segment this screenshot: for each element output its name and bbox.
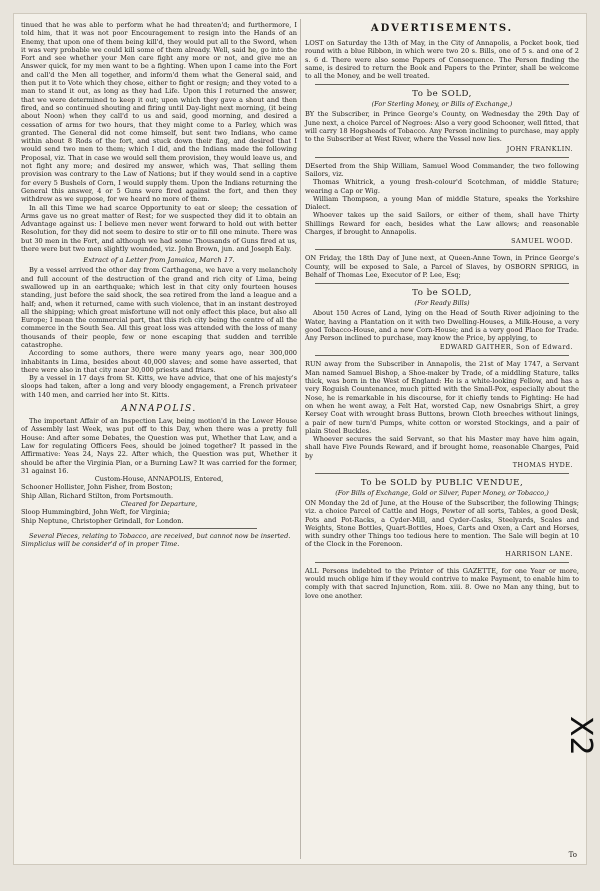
divider-rule bbox=[315, 157, 569, 158]
ad-deserted-reward: Whoever takes up the said Sailors, or either of them, shall have Thirty Shillings Reward for each, besides what the Law allows; and reasonable Charges, if brought to Annapolis. bbox=[305, 211, 579, 237]
divider-rule bbox=[315, 355, 569, 356]
divider-rule bbox=[315, 283, 569, 284]
news-paragraph: By a vessel in 17 days from St. Kitts, we have advice, that one of his majesty's sloops had taken, after a long and very bloody engagement, a French privateer with 140 men, and carried her into St. Kitts. bbox=[21, 374, 297, 399]
ad-signature: EDWARD GAITHER, Son of Edward. bbox=[439, 343, 573, 352]
ad-title: To be SOLD, bbox=[412, 288, 472, 299]
right-column bbox=[305, 21, 579, 600]
ad-deserted-sailors: DEserted from the Ship William, Samuel Wood Commander, the two following Sailors, viz. bbox=[305, 161, 579, 178]
extract-heading: Extract of a Letter from Jamaica, March 17. bbox=[83, 256, 235, 265]
ad-runaway-reward: Whoever secures the said Servant, so that his Master may have him again, shall have Five Pounds Reward, and if brought home, reasonable Charges, Paid by bbox=[305, 435, 579, 460]
ad-title: To be SOLD by PUBLIC VENDUE, bbox=[360, 477, 524, 488]
ad-signature: THOMAS HYDE. bbox=[512, 460, 573, 469]
ad-public-vendue: ON Monday the 2d of June, at the House of the Subscriber, the following Things; viz. a choice Parcel of Cattle and Hogs, Pewter of all sorts, Tables, a good Desk, Pots and Pot-Racks, a Cyder-Mill, and Cyder-Casks, Steelyards, Scales and Weights, Stone Bottles, Quart-Bottles, Hoes, Carts and Oxen, a Cart and Horses, with sundry other Things too tedious here to mention. The Sale will begin at 10 of the Clock in the Forenoon. bbox=[305, 498, 579, 549]
ship-entry: Ship Neptune, Christopher Grindall, for London. bbox=[21, 516, 184, 525]
ad-subtitle: (For Ready Bills) bbox=[414, 299, 470, 308]
ad-land-sale: About 150 Acres of Land, lying on the Head of South River adjoining to the Water, having a Plantation on it with two Dwelling-Houses, a Milk-House, a very good Tobacco-House, and a new Corn-House; and is a very good Place for Trade. Any Person inclined to purchase, may know the Price, by applying, to bbox=[305, 309, 579, 343]
ad-deserted-detail: Thomas Whitrick, a young fresh-colour'd Scotchman, of middle Stature; wearing a Cap or Wig. bbox=[305, 178, 579, 195]
ad-subtitle: (For Bills of Exchange, Gold or Silver, Paper Money, or Tobacco,) bbox=[335, 488, 549, 497]
ad-subtitle: (For Sterling Money, or Bills of Exchange,) bbox=[371, 100, 513, 109]
news-paragraph: According to some authors, there were many years ago, near 300,000 inhabitants in Lima, besides about 40,000 slaves; and some have asserted, that there were also in that city near 30,000 priests and friars. bbox=[21, 349, 297, 374]
ad-signature: SAMUEL WOOD. bbox=[511, 237, 573, 246]
handwritten-margin-mark: X2 bbox=[563, 716, 598, 756]
advertisements-heading: ADVERTISEMENTS. bbox=[370, 23, 514, 34]
ad-negroes-schooner: BY the Subscriber, in Prince George's County, on Wednesday the 29th Day of June next, a choice Parcel of Negroes: Also a very good Schooner, well fitted, that will carry 18 Hogsheads of Tobacco. Any Person inclining to purchase, may apply to the Subscriber at West River, where the Vessel now lies. bbox=[305, 110, 579, 144]
ad-deserted-detail: William Thompson, a young Man of middle Stature, speaks the Yorkshire Dialect. bbox=[305, 194, 579, 212]
customs-heading: Custom-House, ANNAPOLIS, Entered, bbox=[94, 475, 224, 484]
divider-rule bbox=[315, 562, 569, 563]
ship-entry: Ship Allan, Richard Stilton, from Portsmouth. bbox=[21, 491, 174, 500]
ad-signature: JOHN FRANKLIN. bbox=[506, 144, 573, 153]
news-paragraph: By a vessel arrived the other day from Carthagena, we have a very melancholy and full account of the destruction of the grand and rich city of Lima, being swallowed up in an earthquake; which lest in that city only fourteen houses standing, just before the said shock, the sea retired from the land a league and a half; and, when it returned, came with such violence, that in an instant destroyed all the shipping; which great misfortune will not only effect this place, but also all Europe; I mean the commercial part, that this rich city being the centre of all the commerce in the South Sea. All this great loss was attended with the loss of many thousands of their people, few or none escaping that sudden and terrible catastrophe. bbox=[21, 266, 297, 349]
editor-note: Several Pieces, relating to Tobacco, are received, but cannot now be inserted. Simplicius will be consider'd of in proper Time. bbox=[21, 531, 291, 549]
ad-slave-sale: ON Friday, the 18th Day of June next, at Queen-Anne Town, in Prince George's County, will be exposed to Sale, a Parcel of Slaves, by OSBORN SPRIGG, in Behalf of Thomas Lee, Executor of P. Lee, Esq; bbox=[305, 254, 579, 279]
catchword: To bbox=[568, 851, 577, 859]
ad-runaway-servant: RUN away from the Subscriber in Annapolis, the 21st of May 1747, a Servant Man named Samuel Bishop, a Shoe-maker by Trade, of a middling Stature, talks thick, was born in the West of England: He is a white-looking Fellow, and has a very Roguish Countenance, much pitted with the Small-Pox, especially about the Nose, he is remarkable in his discourse, for it chiefly tends to Fighting: He had on when he went away, a Felt Hat, worsted Cap, new Osnabrigs Shirt, a grey Kersey Coat with wrought brass Buttons, brown Cloth breeches without linings, a pair of new turn'd Pumps, white cotton or worsted Stockings, and a pair of plain Steel Buckles. bbox=[305, 360, 579, 435]
ad-lost-pocketbook: LOST on Saturday the 13th of May, in the City of Annapolis, a Pocket book, tied round with a blue Ribbon, in which were two 20 s. Bills, one of 5 s. and one of 2 s. 6 d. There were also some Papers of Consequence. The Person finding the same, is desired to return the Book and Papers to the Printer, shall be welcome to all the Money, and be well treated. bbox=[305, 39, 579, 81]
divider-rule bbox=[61, 528, 257, 529]
divider-rule bbox=[315, 473, 569, 474]
news-paragraph: The important Affair of an Inspection Law, being motion'd in the Lower House of Assembly last Week, was put off to this Day, when there was a pretty full House: And after some Debates, the Question was put, Whether that Law, and a Law for regulating Officers Fees, should be joined together? It passed in the Affirmative: Yeas 24, Nays 22. After which, the Question was put, Whether it should be after the Virginia Plan, or a Burning Law? It was carried for the former, 31 against 16. bbox=[21, 417, 297, 475]
ad-signature: HARRISON LANE. bbox=[505, 549, 573, 558]
ship-entry: Sloop Hummingbird, John Weft, for Virginia; bbox=[21, 508, 170, 517]
divider-rule bbox=[315, 84, 569, 85]
ad-title: To be SOLD, bbox=[412, 89, 472, 100]
column-divider bbox=[300, 19, 301, 859]
newspaper-page bbox=[13, 13, 587, 865]
news-paragraph: In all this Time we had scarce Opportunity to eat or sleep; the cessation of Arms gave us no great matter of Rest; for we suspected they did it to obtain an Advantage against us: I believe men never went forward to hold out with better Resolution, for they did not seem to desire to stir or to fill one minute. There was but 30 men in the Fort, and although we had some Thousands of Guns fired at us, there were but two men slightly wounded, viz. John Brown, jun. and Joseph Ealy. bbox=[21, 203, 297, 254]
ad-printer-notice: ALL Persons indebted to the Printer of this GAZETTE, for one Year or more, would much oblige him if they would contrive to make Payment, to enable him to comply with that sacred Injunction, Rom. xiii. 8. Owe no Man any thing, but to love one another. bbox=[305, 566, 579, 600]
divider-rule bbox=[315, 249, 569, 250]
left-column bbox=[21, 21, 297, 549]
news-paragraph: tinued that he was able to perform what he had threaten'd; and furthermore, I told him, that it was not poor Encouragement to resign into the Hands of an Enemy, that upon one of them being kill'd, they would put all to the Sword, when it was very probable we could kill some of them already. Well, said he, go into the Fort and see whether your Men care fight any more or not, and give me an Answer quick, for my men want to be a fighting. When upon I came into the Fort and call'd the Men all together, and inform'd them what the General said, and then put it to Vote which they chose, either to fight or resign; and they voted to a man to stand it out, as long as they had Life. Upon this I returned the answer, that we were determined to keep it out; upon which they gave a shout and then fired, and so continued shouting and firing until Day-light next morning, (it being about Noon) when they call'd to us and said, good morning, and desired a cessation of arms for two hours, that they might come to a Parley, which was granted. The General did not come himself, but sent two Indians, who came within about 8 Rods of the fort, and stuck down their flag, and desired that I would send two men to them; which I did, and the Indians made the following Proposal, viz. That in case we would sell them provision, they would leave us, and not fight any more; and desired my answer, which was, That selling them provision was contrary to the Law of Nations; but if they would send in a captive for every 5 Bushels of Corn, I would supply them. Upon the Indians returning the General this answer, 4 or 5 Guns were fired against the fort, and then they withdrew as we suppose, for we heard no more of them. bbox=[21, 21, 297, 204]
ship-entry: Schooner Hollister, John Fisher, from Boston; bbox=[21, 483, 173, 492]
cleared-heading: Cleared for Departure, bbox=[120, 500, 198, 509]
section-heading: ANNAPOLIS. bbox=[121, 404, 197, 415]
